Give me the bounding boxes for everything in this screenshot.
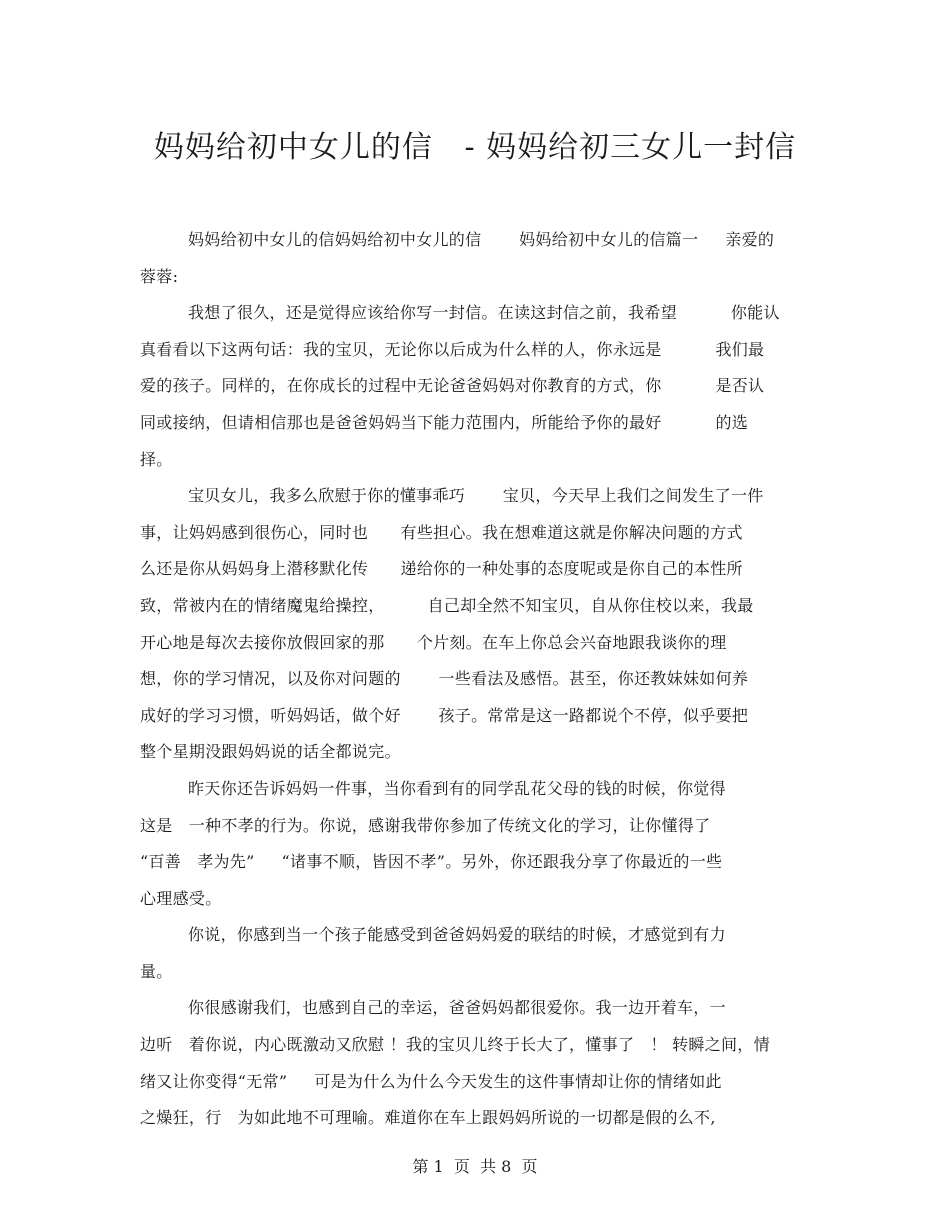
text-line: 择。 xyxy=(140,449,173,469)
text-line: 爱的孩子。同样的，在你成长的过程中无论爸爸妈妈对你教育的方式，你 是否认 xyxy=(140,376,765,396)
text-line: 边听 着你说，内心既激动又欣慰 ！我的宝贝儿终于长大了，懂事了 ！ 转瞬之间，情 xyxy=(140,1035,770,1055)
text-line: 想，你的学习情况，以及你对问题的 一些看法及感悟。甚至，你还教妹妹如何养 xyxy=(140,669,749,689)
text-line: 我想了很久，还是觉得应该给你写一封信。在读这封信之前，我希望 你能认 xyxy=(188,303,780,323)
text-line: 昨天你还告诉妈妈一件事，当你看到有的同学乱花父母的钱的时候，你觉得 xyxy=(188,778,726,798)
text-line: 这是 一种不孝的行为。你说，感谢我带你参加了传统文化的学习，让你懂得了 xyxy=(140,815,711,835)
text-line: 之燥狂，行 为如此地不可理喻。难道你在车上跟妈妈所说的一切都是假的么不, xyxy=(140,1108,716,1128)
text-line: “百善 孝为先” “诸事不顺，皆因不孝”。另外，你还跟我分享了你最近的一些 xyxy=(140,852,723,872)
text-line: 成好的学习习惯，听妈妈话，做个好 孩子。常常是这一路都说个不停，似乎要把 xyxy=(140,705,749,725)
text-line: 致，常被内在的情绪魔鬼给操控， 自己却全然不知宝贝，自从你住校以来，我最 xyxy=(140,595,754,615)
text-line: 蓉蓉: xyxy=(140,266,179,286)
page-footer: 第 1 页 共 8 页 xyxy=(412,1157,538,1176)
text-line: 妈妈给初中女儿的信妈妈给初中女儿的信 妈妈给初中女儿的信篇一 亲爱的 xyxy=(188,230,775,249)
page-title: 妈妈给初中女儿的信 - 妈妈给初三女儿一封信 xyxy=(153,130,797,165)
text-line: 心理感受。 xyxy=(140,888,222,908)
letter-body xyxy=(140,222,830,1137)
text-line: 么还是你从妈妈身上潜移默化传 递给你的一种处事的态度呢或是你自己的本性所 xyxy=(140,559,743,579)
text-line: 你很感谢我们，也感到自己的幸运，爸爸妈妈都很爱你。我一边开着车，一 xyxy=(188,998,726,1018)
text-line: 整个星期没跟妈妈说的话全都说完。 xyxy=(140,742,401,762)
text-line: 量。 xyxy=(140,961,173,981)
text-line: 真看看以下这两句话：我的宝贝，无论你以后成为什么样的人，你永远是 我们最 xyxy=(140,339,765,359)
text-line: 事，让妈妈感到很伤心，同时也 有些担心。我在想难道这就是你解决问题的方式 xyxy=(140,522,743,542)
text-line: 绪又让你变得“无常” 可是为什么为什么今天发生的这件事情却让你的情绪如此 xyxy=(140,1071,722,1091)
text-line: 同或接纳，但请相信那也是爸爸妈妈当下能力范围内，所能给予你的最好 的选 xyxy=(140,412,749,432)
text-line: 你说，你感到当一个孩子能感受到爸爸妈妈爱的联结的时候，才感觉到有力 xyxy=(188,925,726,945)
text-line: 开心地是每次去接你放假回家的那 个片刻。在车上你总会兴奋地跟我谈你的理 xyxy=(140,632,727,652)
text-line: 宝贝女儿，我多么欣慰于你的懂事乖巧 宝贝，今天早上我们之间发生了一件 xyxy=(188,486,764,506)
